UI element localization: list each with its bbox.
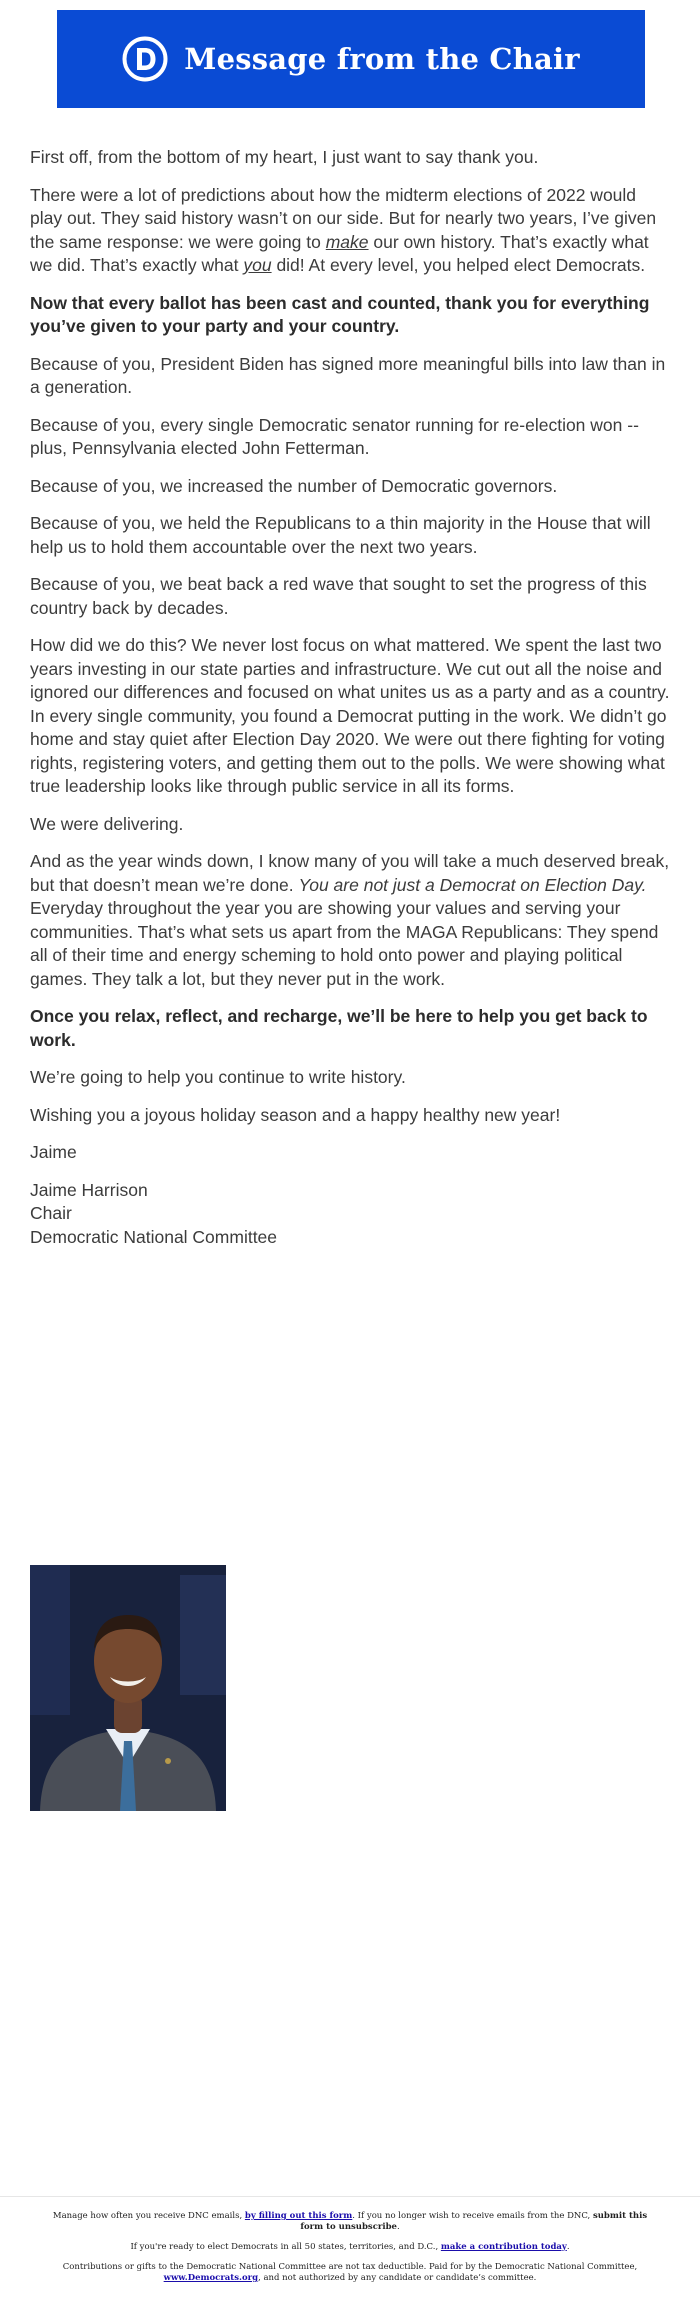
portrait-photo	[30, 1565, 226, 1811]
democratic-d-logo-icon	[122, 36, 168, 82]
text-segment: , and not authorized by any candidate or candidate’s committee.	[258, 2273, 537, 2283]
emphasis-you: you	[243, 255, 272, 275]
emphasis-make: make	[325, 231, 369, 252]
header-title: Message from the Chair	[184, 42, 580, 76]
text-segment: Everyday throughout the year you are showing your values and serving your communities. That’s what sets us apart from the MAGA Republicans: They spend all of their time and energy scheming to hold onto power and playing political games. They talk a lot, but they never put in the work.	[30, 898, 659, 989]
footer-legal	[0, 2262, 700, 2284]
letter-body	[30, 146, 670, 1249]
paragraph-year-winds-down	[30, 850, 670, 991]
footer-contribute	[0, 2242, 700, 2253]
header-banner	[57, 10, 645, 108]
paragraph-senators: Because of you, every single Democratic senator running for re-election won -- plus, Pennsylvania elected John Fetterman.	[30, 414, 639, 458]
signature-title: Chair	[30, 1203, 72, 1223]
paragraph-signoff: Jaime	[30, 1142, 77, 1162]
manage-preferences-link[interactable]: by filling out this form	[244, 2211, 353, 2221]
signature-org: Democratic National Committee	[30, 1226, 278, 1247]
text-segment: our own history. That’s exactly what we did. That’s exactly what	[30, 231, 649, 275]
signature-name: Jaime Harrison	[30, 1179, 148, 1200]
paragraph-delivering: We were delivering.	[30, 813, 184, 834]
text-segment: There were a lot of predictions about how the midterm elections of 2022 would play out. They said history wasn’t on our side. But for nearly two years, I’ve given the same response: we were going to	[30, 184, 657, 252]
text-segment: If you're ready to elect Democrats in all 50 states, territories, and D.C.,	[130, 2242, 441, 2252]
paragraph-ballot-bold: Now that every ballot has been cast and counted, thank you for everything you’ve given to your party and your country.	[30, 292, 650, 336]
text-segment: And as the year winds down, I know many of you will take a much deserved break, but that doesn’t mean we’re done.	[30, 851, 670, 895]
paragraph-recharge-bold: Once you relax, reflect, and recharge, we’ll be here to help you get back to work.	[30, 1006, 648, 1050]
unsubscribe-text[interactable]: submit this form to unsubscribe	[300, 2211, 648, 2232]
footer	[0, 2196, 700, 2293]
paragraph-history: We’re going to help you continue to write history.	[30, 1067, 406, 1087]
text-segment: . If you no longer wish to receive emails from the DNC,	[352, 2211, 593, 2221]
text-segment: Manage how often you receive DNC emails,	[52, 2211, 245, 2221]
contribution-link[interactable]: make a contribution today	[440, 2242, 567, 2252]
footer-manage	[0, 2211, 700, 2233]
text-segment: .	[396, 2222, 400, 2232]
paragraph-house: Because of you, we held the Republicans to a thin majority in the House that will help us to hold them accountable over the next two years.	[30, 513, 651, 557]
paragraph-thanks: First off, from the bottom of my heart, I just want to say thank you.	[30, 147, 539, 167]
emphasis-election-day: You are not just a Democrat on Election Day.	[298, 874, 647, 895]
paragraph-red-wave: Because of you, we beat back a red wave that sought to set the progress of this country back by decades.	[30, 574, 647, 618]
signature-block	[30, 1179, 670, 1250]
portrait-illustration	[30, 1565, 226, 1811]
text-segment: .	[566, 2242, 570, 2252]
paragraph-how: How did we do this? We never lost focus on what mattered. We spent the last two years investing in our state parties and infrastructure. We cut out all the noise and ignored our differences and focused on what unites us as a party and as a country. In every single community, you found a Democrat putting in the work. We didn’t go home and stay quiet after Election Day 2020. We were out there fighting for voting rights, registering voters, and getting them out to the polls. We were showing what true leadership looks like through public service in all its forms.	[30, 635, 670, 796]
paragraph-biden: Because of you, President Biden has signed more meaningful bills into law than in a generation.	[30, 353, 666, 397]
democrats-org-link[interactable]: www.Democrats.org	[163, 2273, 259, 2283]
paragraph-predictions	[30, 184, 670, 278]
text-segment: Contributions or gifts to the Democratic National Committee are not tax deductible. Paid for by the Democratic National Committee,	[62, 2262, 638, 2272]
paragraph-holiday: Wishing you a joyous holiday season and a happy healthy new year!	[30, 1104, 561, 1125]
paragraph-governors: Because of you, we increased the number of Democratic governors.	[30, 475, 558, 496]
text-segment: did! At every level, you helped elect Democrats.	[271, 255, 646, 275]
